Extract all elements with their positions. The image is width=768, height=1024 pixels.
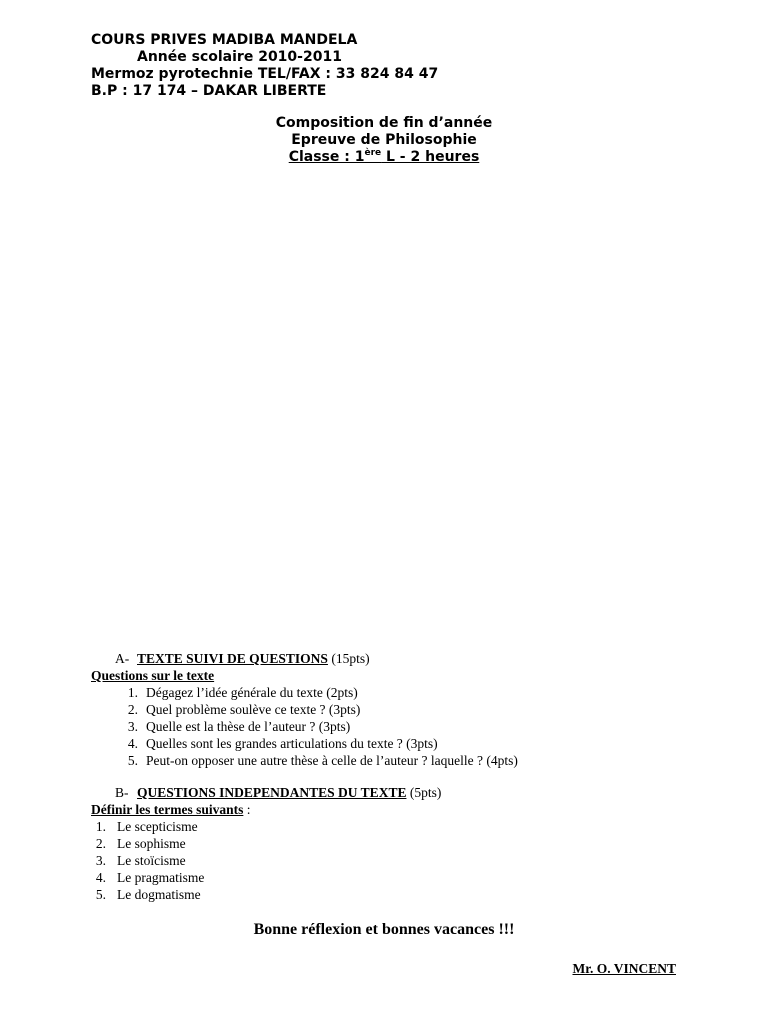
section-b-subheading-line bbox=[91, 801, 441, 818]
term-item-text: Le pragmatisme bbox=[117, 870, 205, 885]
exam-class bbox=[0, 149, 768, 166]
question-item-text: Peut-on opposer une autre thèse à celle de l’auteur ? laquelle ? (4pts) bbox=[146, 753, 518, 768]
term-item-number: 5. bbox=[95, 887, 106, 902]
section-b-title: QUESTIONS INDEPENDANTES DU TEXTE bbox=[137, 785, 407, 800]
school-header bbox=[91, 32, 438, 100]
term-item-number: 3. bbox=[95, 853, 106, 868]
section-b-subheading-suffix: : bbox=[243, 802, 251, 817]
term-item bbox=[91, 852, 441, 869]
exam-class-prefix: Classe : 1 bbox=[288, 149, 365, 165]
exam-class-suffix: L - 2 heures bbox=[381, 149, 480, 165]
question-item bbox=[114, 718, 518, 735]
question-item-text: Quel problème soulève ce texte ? (3pts) bbox=[146, 702, 361, 717]
question-item bbox=[114, 735, 518, 752]
section-a-subheading: Questions sur le texte bbox=[91, 668, 215, 683]
question-item-number: 3. bbox=[127, 719, 138, 734]
section-b-letter: B- bbox=[115, 785, 129, 800]
school-address: B.P : 17 174 – DAKAR LIBERTE bbox=[91, 83, 327, 99]
section-a bbox=[91, 650, 518, 769]
school-name: COURS PRIVES MADIBA MANDELA bbox=[91, 32, 358, 48]
question-item-number: 4. bbox=[127, 736, 138, 751]
section-b-subheading: Définir les termes suivants bbox=[91, 802, 244, 817]
term-item bbox=[91, 835, 441, 852]
section-a-heading bbox=[91, 650, 518, 667]
exam-class-sup: ère bbox=[364, 148, 382, 158]
section-a-letter: A- bbox=[115, 651, 130, 666]
term-item-number: 4. bbox=[95, 870, 106, 885]
question-item bbox=[114, 684, 518, 701]
exam-title-line1: Composition de fin d’année bbox=[275, 115, 493, 131]
teacher-signature: Mr. O. VINCENT bbox=[572, 961, 676, 976]
question-item-text: Dégagez l’idée générale du texte (2pts) bbox=[146, 685, 358, 700]
questions-list bbox=[91, 684, 518, 769]
question-item-text: Quelle est la thèse de l’auteur ? (3pts) bbox=[146, 719, 351, 734]
section-b bbox=[91, 784, 441, 903]
term-item-text: Le stoïcisme bbox=[117, 853, 186, 868]
term-item-text: Le scepticisme bbox=[117, 819, 198, 834]
question-item bbox=[114, 752, 518, 769]
term-item-text: Le dogmatisme bbox=[117, 887, 201, 902]
school-year: Année scolaire 2010-2011 bbox=[137, 49, 342, 65]
term-item bbox=[91, 886, 441, 903]
term-item-number: 1. bbox=[95, 819, 106, 834]
section-b-points: (5pts) bbox=[406, 785, 442, 800]
term-item bbox=[91, 869, 441, 886]
school-contact: Mermoz pyrotechnie TEL/FAX : 33 824 84 47 bbox=[91, 66, 439, 82]
question-item bbox=[114, 701, 518, 718]
section-a-title: TEXTE SUIVI DE QUESTIONS bbox=[137, 651, 328, 666]
term-item-number: 2. bbox=[95, 836, 106, 851]
question-item-number: 5. bbox=[127, 753, 138, 768]
exam-title-line2: Epreuve de Philosophie bbox=[291, 132, 477, 148]
closing-message: Bonne réflexion et bonnes vacances !!! bbox=[253, 921, 515, 938]
question-item-number: 2. bbox=[127, 702, 138, 717]
section-b-heading bbox=[91, 784, 441, 801]
exam-title bbox=[0, 115, 768, 166]
terms-list bbox=[91, 818, 441, 903]
question-item-number: 1. bbox=[127, 685, 138, 700]
section-a-points: (15pts) bbox=[327, 651, 370, 666]
term-item-text: Le sophisme bbox=[117, 836, 186, 851]
term-item bbox=[91, 818, 441, 835]
question-item-text: Quelles sont les grandes articulations du texte ? (3pts) bbox=[146, 736, 438, 751]
